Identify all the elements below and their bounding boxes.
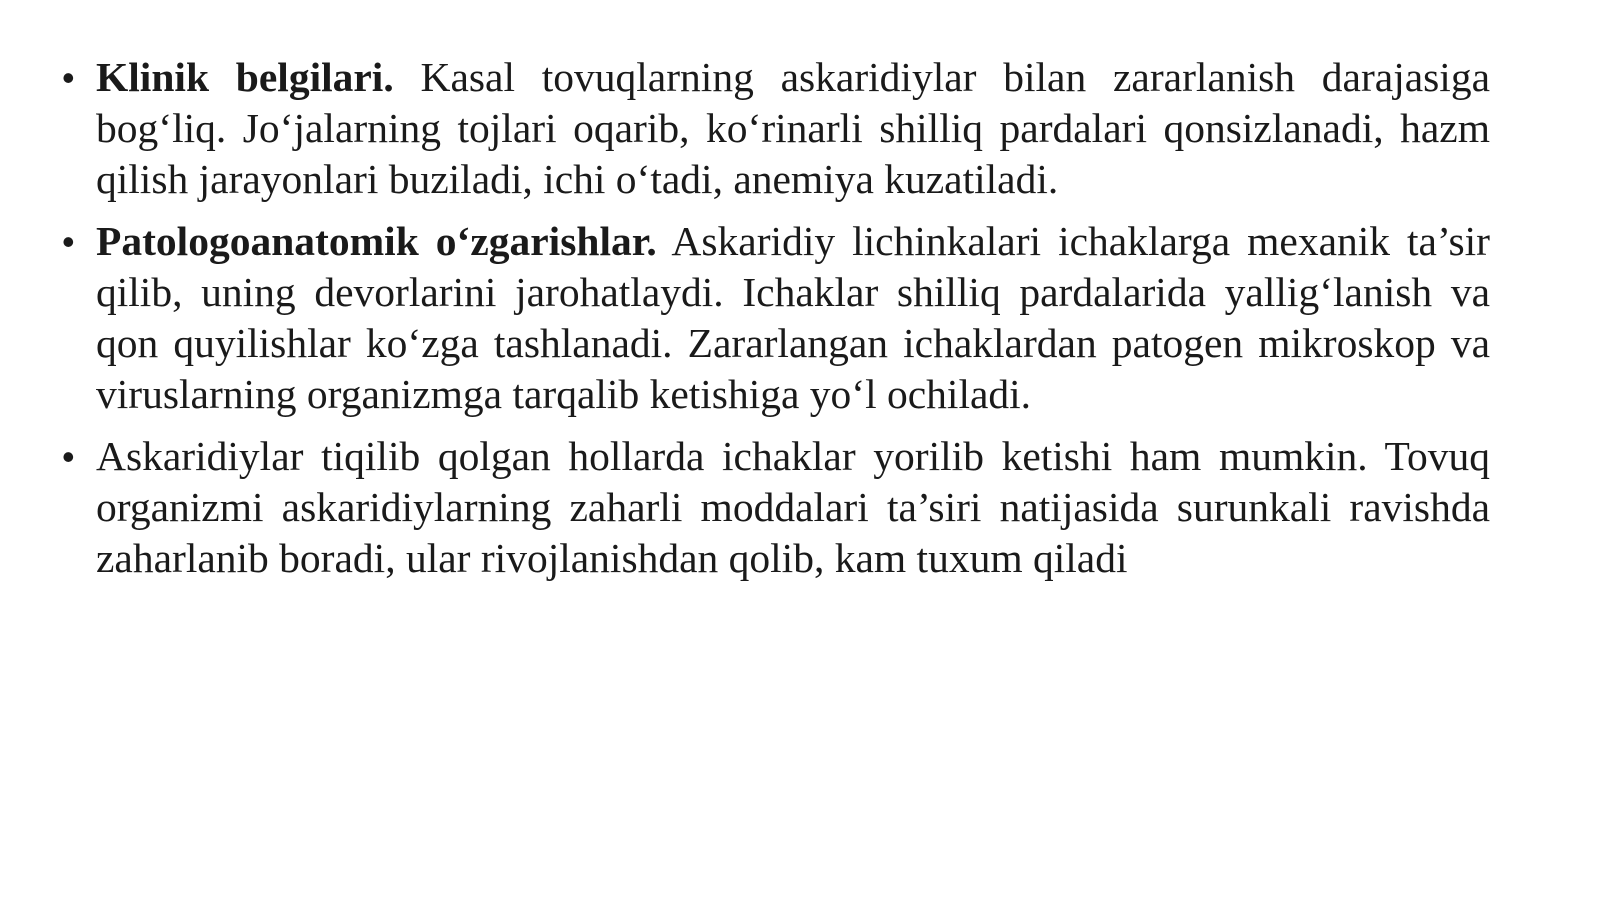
bullet-list bbox=[62, 52, 1490, 595]
bullet-dot-icon: • bbox=[62, 436, 75, 477]
bullet-text-intestinal-rupture: Askaridiylar tiqilib qolgan hollarda ichaklar yorilib ketishi ham mumkin. Tovuq organizmi askaridiylarning zaharli moddalari ta’siri natijasida surunkali ravishda zaharlanib boradi, ular rivojlanishdan qolib, kam tuxum qiladi bbox=[96, 433, 1490, 581]
bullet-item-clinical-signs bbox=[62, 52, 1490, 205]
bullet-lead-clinical-signs: Klinik belgilari. bbox=[96, 54, 394, 100]
bullet-text-clinical-signs: Kasal tovuqlarning askaridiylar bilan zararlanish darajasiga bog‘liq. Jo‘jalarning tojlari oqarib, ko‘rinarli shilliq pardalari qonsizlanadi, hazm qilish jarayonlari buziladi, ichi o‘tadi, anemiya kuzatiladi. bbox=[96, 54, 1490, 202]
bullet-item-intestinal-rupture bbox=[62, 431, 1490, 584]
bullet-dot-icon: • bbox=[62, 57, 75, 98]
bullet-lead-pathology: Patologoanatomik o‘zgarishlar. bbox=[96, 218, 657, 264]
bullet-item-pathology bbox=[62, 216, 1490, 420]
bullet-text-pathology: Askaridiy lichinkalari ichaklarga mexanik ta’sir qilib, uning devorlarini jarohatlaydi. Ichaklar shilliq pardalarida yallig‘lanish va qon quyilishlar ko‘zga tashlanadi. Zararlangan ichaklardan patogen mikroskop va viruslarning organizmga tarqalib ketishiga yo‘l ochiladi. bbox=[96, 218, 1491, 417]
bullet-dot-icon: • bbox=[62, 221, 75, 262]
